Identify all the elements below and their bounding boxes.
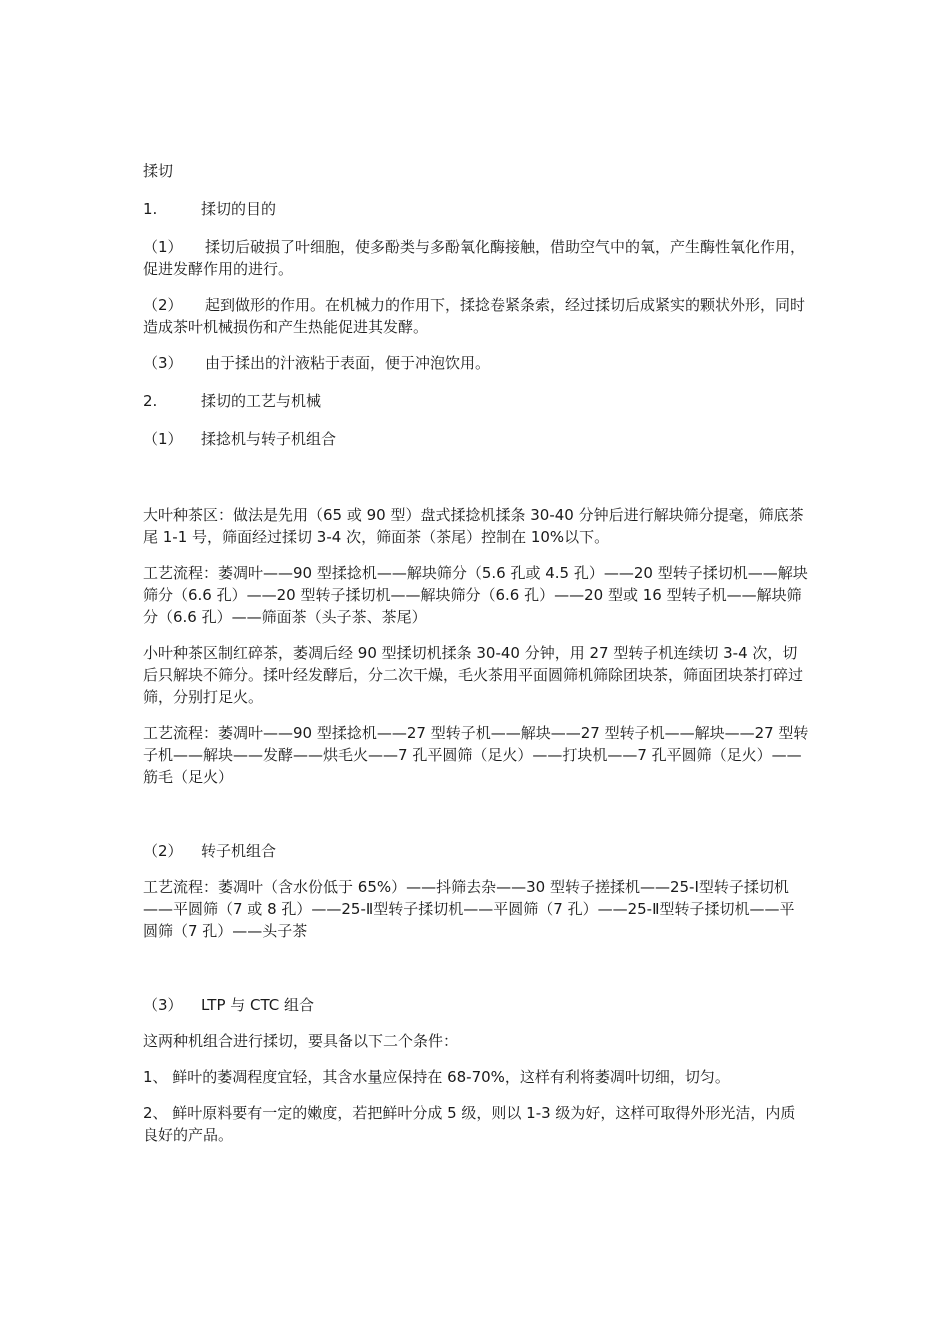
section-1-number: 1. [143, 200, 158, 218]
item-3-text: 由于揉出的汁液粘于表面，便于冲泡饮用。 [205, 354, 491, 372]
spacer [143, 802, 809, 840]
section-1-item-3 [143, 352, 809, 374]
section-1-item-1 [143, 236, 809, 280]
section-2-heading [143, 390, 809, 412]
spacer [143, 956, 809, 994]
item-2-number: （2） [143, 296, 183, 314]
document-title: 揉切 [143, 162, 174, 180]
paragraph: 1、 鲜叶的萎凋程度宜轻，其含水量应保持在 68-70%，这样有利将萎凋叶切细，切匀。 [143, 1068, 730, 1086]
paragraph: 工艺流程：萎凋叶——90 型揉捻机——27 型转子机——解块——27 型转子机——解块——27 型转子机——解块——发酵——烘毛火——7 孔平圆筛（足火）——打块机——7 孔平圆筛（足火）——筋毛（足火） [143, 724, 809, 786]
subsection-1-title: 揉捻机与转子机组合 [201, 430, 337, 448]
subsection-3-heading [143, 994, 809, 1016]
paragraph: 工艺流程：萎凋叶——90 型揉捻机——解块筛分（5.6 孔或 4.5 孔）——20 型转子揉切机——解块筛分（6.6 孔）——20 型转子揉切机——解块筛分（6.6 孔）——20 型或 16 型转子机——解块筛分（6.6 孔）——筛面茶（头子茶、茶尾） [143, 564, 808, 626]
subsection-3-title: LTP 与 CTC 组合 [201, 996, 315, 1014]
paragraph: 2、 鲜叶原料要有一定的嫩度，若把鲜叶分成 5 级，则以 1-3 级为好，这样可取得外形光洁，内质良好的产品。 [143, 1104, 796, 1144]
subsection-2-number: （2） [143, 842, 183, 860]
subsection-3-number: （3） [143, 996, 183, 1014]
item-1-text: 揉切后破损了叶细胞，使多酚类与多酚氧化酶接触，借助空气中的氧，产生酶性氧化作用，促进发酵作用的进行。 [143, 238, 806, 278]
section-1-title: 揉切的目的 [201, 200, 277, 218]
spacer [143, 464, 809, 504]
paragraph: 这两种机组合进行揉切，要具备以下二个条件： [143, 1032, 459, 1050]
paragraph: 大叶种茶区：做法是先用（65 或 90 型）盘式揉捻机揉条 30-40 分钟后进行解块筛分提毫，筛底茶尾 1-1 号，筛面经过揉切 3-4 次，筛面茶（茶尾）控制在 10%以下。 [143, 506, 804, 546]
section-2-title: 揉切的工艺与机械 [201, 392, 322, 410]
subsection-2-title: 转子机组合 [201, 842, 277, 860]
subsection-1-heading [143, 428, 809, 450]
subsection-1-number: （1） [143, 430, 183, 448]
subsection-2-heading [143, 840, 809, 862]
item-3-number: （3） [143, 354, 183, 372]
document-page [143, 160, 809, 1160]
item-2-text: 起到做形的作用。在机械力的作用下，揉捻卷紧条索，经过揉切后成紧实的颗状外形，同时造成茶叶机械损伤和产生热能促进其发酵。 [143, 296, 806, 336]
section-2-number: 2. [143, 392, 158, 410]
paragraph: 工艺流程：萎凋叶（含水份低于 65%）——抖筛去杂——30 型转子搓揉机——25-Ⅰ型转子揉切机——平圆筛（7 或 8 孔）——25-Ⅱ型转子揉切机——平圆筛（7 孔）——25-Ⅱ型转子揉切机——平圆筛（7 孔）——头子茶 [143, 878, 795, 940]
section-1-heading [143, 198, 809, 220]
item-1-number: （1） [143, 238, 183, 256]
section-1-item-2 [143, 294, 809, 338]
paragraph: 小叶种茶区制红碎茶，萎凋后经 90 型揉切机揉条 30-40 分钟，用 27 型转子机连续切 3-4 次，切后只解块不筛分。揉叶经发酵后，分二次干燥，毛火茶用平面圆筛机筛除团块茶，筛面团块茶打碎过筛，分别打足火。 [143, 644, 804, 706]
